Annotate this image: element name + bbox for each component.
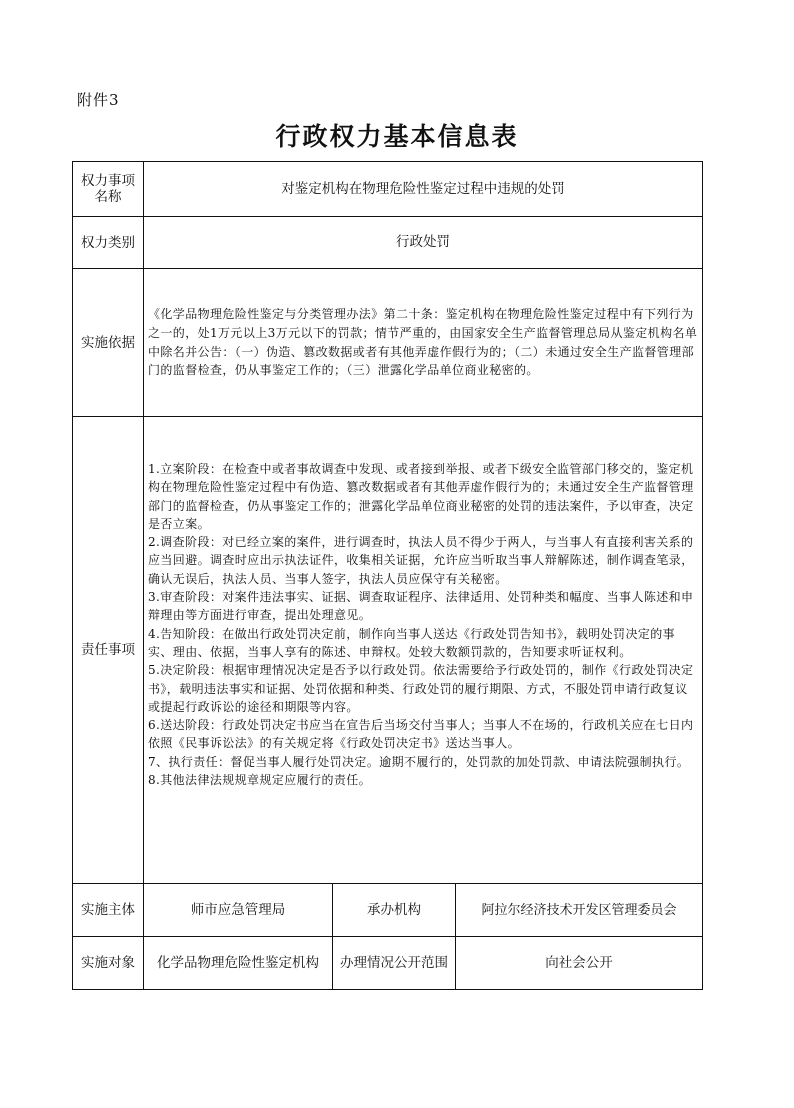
responsibility-list <box>144 417 703 884</box>
object-label: 实施对象 <box>73 937 144 990</box>
subject-label: 实施主体 <box>73 884 144 937</box>
responsibility-item: 2.调查阶段：对已经立案的案件，进行调查时，执法人员不得少于两人，与当事人有直接利害关系的应当回避。调查时应出示执法证件，收集相关证据，允许应当听取当事人辩解陈述，制作调查笔录，确认无误后，执法人员、当事人签字，执法人员应保守有关秘密。 <box>148 535 694 586</box>
scope-value: 向社会公开 <box>456 937 703 990</box>
responsibility-item: 7、执行责任：督促当事人履行处罚决定。逾期不履行的，处罚款的加处罚款、申请法院强制执行。 <box>148 754 690 769</box>
category-label: 权力类别 <box>73 217 144 269</box>
row-responsibility <box>73 417 703 884</box>
object-value: 化学品物理危险性鉴定机构 <box>144 937 333 990</box>
page-title: 行政权力基本信息表 <box>275 122 519 151</box>
org-label: 承办机构 <box>333 884 456 937</box>
basis-value: 《化学品物理危险性鉴定与分类管理办法》第二十条：鉴定机构在物理危险性鉴定过程中有下列行为之一的，处1万元以上3万元以下的罚款；情节严重的，由国家安全生产监督管理总局从鉴定机构名单中除名并公告：（一）伪造、篡改数据或者有其他弄虚作假行为的；（二）未通过安全生产监督管理部门的监督检查，仍从事鉴定工作的；（三）泄露化学品单位商业秘密的。 <box>144 269 703 417</box>
name-value: 对鉴定机构在物理危险性鉴定过程中违规的处罚 <box>144 162 703 217</box>
responsibility-item: 8.其他法律法规规章规定应履行的责任。 <box>148 773 372 788</box>
category-value: 行政处罚 <box>144 217 703 269</box>
responsibility-item: 5.决定阶段：根据审理情况决定是否予以行政处罚。依法需要给予行政处罚的，制作《行政处罚决定书》，载明违法事实和证据、处罚依据和种类、行政处罚的履行期限、方式，不服处罚申请行政复议或提起行政诉讼的途径和期限等内容。 <box>148 663 694 714</box>
row-object <box>73 937 703 990</box>
row-basis <box>73 269 703 417</box>
basis-label: 实施依据 <box>73 269 144 417</box>
responsibility-item: 6.送达阶段：行政处罚决定书应当在宣告后当场交付当事人；当事人不在场的，行政机关应在七日内依照《民事诉讼法》的有关规定将《行政处罚决定书》送达当事人。 <box>148 718 694 751</box>
responsibility-item: 3.审查阶段：对案件违法事实、证据、调查取证程序、法律适用、处罚种类和幅度、当事人陈述和申辩理由等方面进行审查，提出处理意见。 <box>148 590 694 623</box>
scope-label: 办理情况公开范围 <box>333 937 456 990</box>
row-category <box>73 217 703 269</box>
responsibility-label: 责任事项 <box>73 417 144 884</box>
row-name <box>73 162 703 217</box>
subject-value: 师市应急管理局 <box>144 884 333 937</box>
name-label: 权力事项名称 <box>73 162 144 217</box>
responsibility-item: 4.告知阶段：在做出行政处罚决定前，制作向当事人送达《行政处罚告知书》，载明处罚决定的事实、理由、依据，当事人享有的陈述、申辩权。处较大数额罚款的，告知要求听证权利。 <box>148 626 676 659</box>
attachment-label: 附件3 <box>77 91 120 109</box>
power-info-table <box>72 161 703 990</box>
responsibility-item: 1.立案阶段：在检查中或者事故调查中发现、或者接到举报、或者下级安全监管部门移交的，鉴定机构在物理危险性鉴定过程中有伪造、篡改数据或者有其他弄虚作假行为的；未通过安全生产监督管理部门的监督检查，仍从事鉴定工作的；泄露化学品单位商业秘密的处罚的违法案件，予以审查，决定是否立案。 <box>148 462 694 531</box>
row-subject <box>73 884 703 937</box>
org-value: 阿拉尔经济技术开发区管理委员会 <box>456 884 703 937</box>
